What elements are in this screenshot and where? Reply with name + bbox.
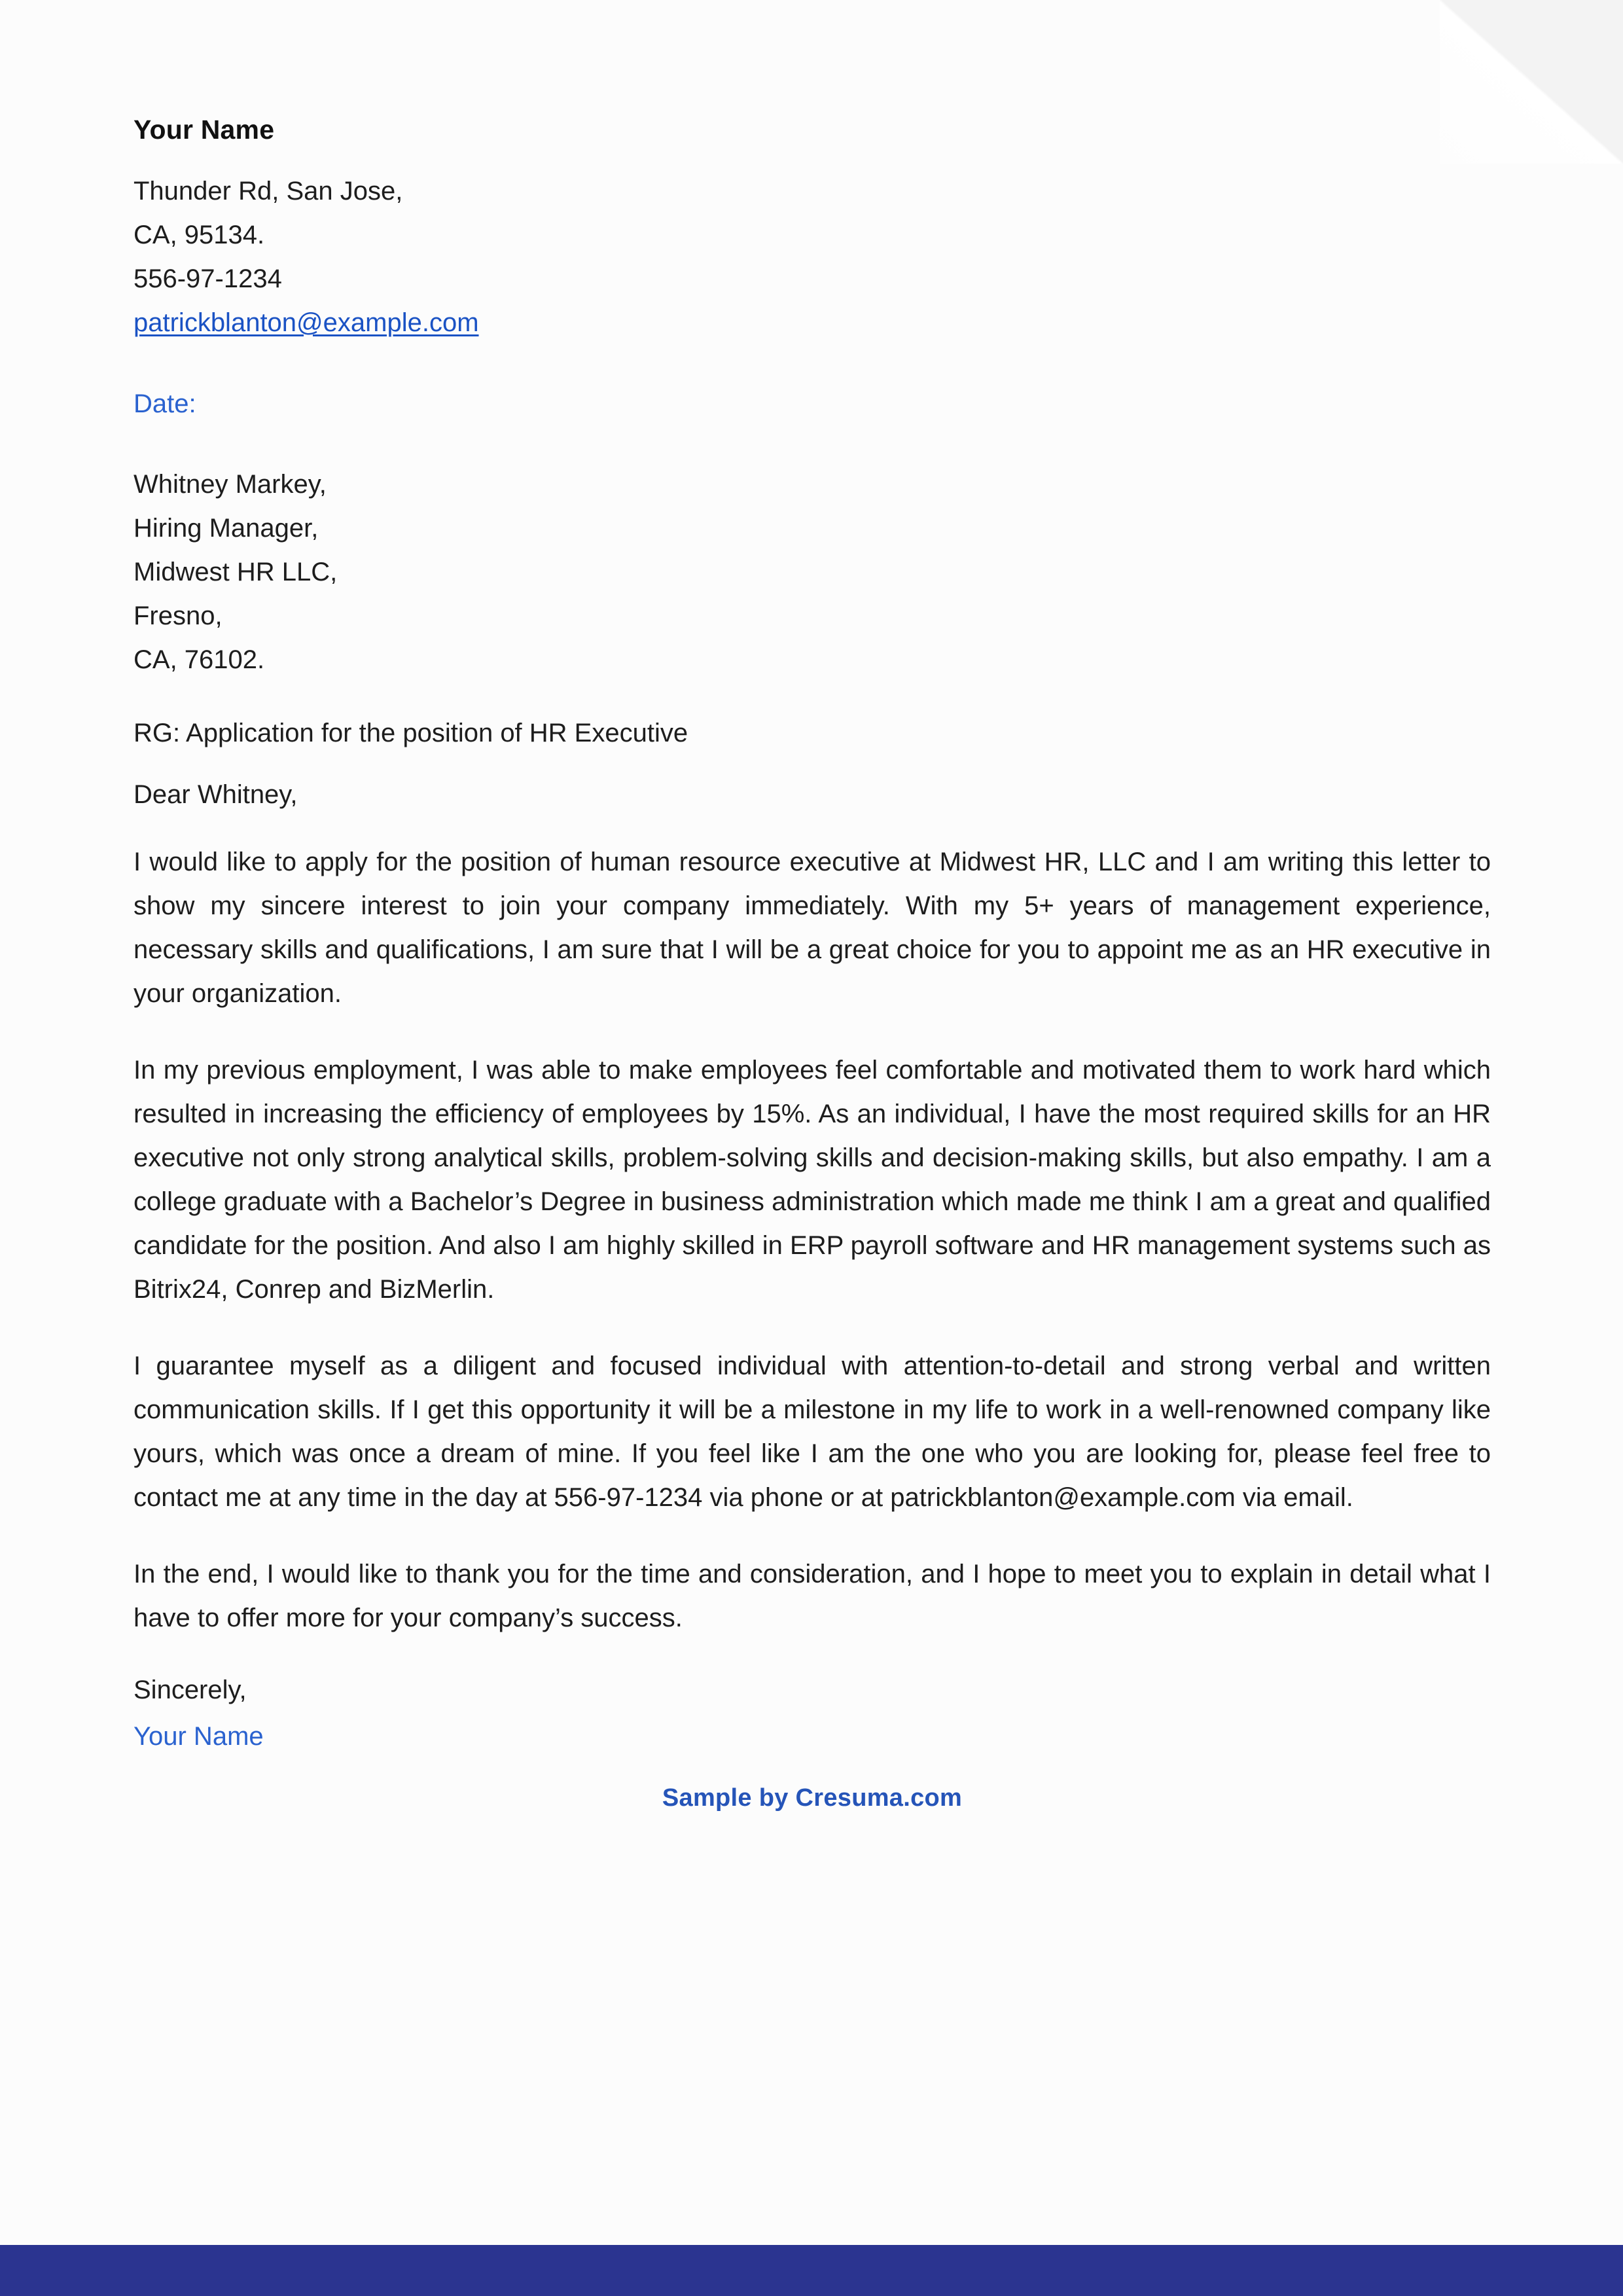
- body-paragraph-1: I would like to apply for the position of human resource executive at Midwest HR, LLC and I am writing this letter to show my sincere interest to join your company immediately. With my 5+ years of management experience, necessary skills and qualifications, I am sure that I will be a great choice for you to appoint me as an HR executive in your organization.: [134, 848, 1491, 1008]
- recipient-city: Fresno,: [134, 601, 223, 630]
- sender-email-link[interactable]: patrickblanton@example.com: [134, 308, 479, 337]
- salutation: Dear Whitney,: [134, 780, 298, 809]
- recipient-name: Whitney Markey,: [134, 470, 327, 499]
- footer-band: [0, 2245, 1623, 2296]
- closing-salutation: Sincerely,: [134, 1676, 247, 1704]
- recipient-block: [134, 463, 1491, 682]
- body-paragraph-3: I guarantee myself as a diligent and focused individual with attention-to-detail and strong verbal and written communication skills. If I get this opportunity it will be a milestone in my life to work in a well-renowned company like yours, which was once a dream of mine. If you feel like I am the one who you are looking for, please feel free to contact me at any time in the day at 556-97-1234 via phone or at patrickblanton@example.com via email.: [134, 1352, 1491, 1512]
- recipient-company: Midwest HR LLC,: [134, 558, 338, 586]
- subject-line: RG: Application for the position of HR Executive: [134, 719, 688, 747]
- sender-name: Your Name: [134, 115, 275, 145]
- sender-address-line-2: CA, 95134.: [134, 221, 265, 249]
- recipient-title: Hiring Manager,: [134, 514, 319, 543]
- attribution-label: Sample by Cresuma.com: [662, 1784, 963, 1812]
- body-paragraph-4: In the end, I would like to thank you for the time and consideration, and I hope to meet you to explain in detail what I have to offer more for your company’s success.: [134, 1560, 1491, 1632]
- body-paragraph-2: In my previous employment, I was able to make employees feel comfortable and motivated them to work hard which resulted in increasing the efficiency of employees by 15%. As an individual, I have the most required skills for an HR executive not only strong analytical skills, problem-solving skills and decision-making skills, but also empathy. I am a college graduate with a Bachelor’s Degree in business administration which made me think I am a great and qualified candidate for the position. And also I am highly skilled in ERP payroll software and HR management systems such as Bitrix24, Conrep and BizMerlin.: [134, 1056, 1491, 1304]
- letter-content: [134, 117, 1491, 1812]
- sender-address-line-1: Thunder Rd, San Jose,: [134, 177, 403, 206]
- recipient-state-zip: CA, 76102.: [134, 645, 265, 674]
- signature-name: Your Name: [134, 1722, 264, 1751]
- date-label: Date:: [134, 389, 196, 418]
- sender-block: [134, 117, 1491, 345]
- sender-phone: 556-97-1234: [134, 264, 282, 293]
